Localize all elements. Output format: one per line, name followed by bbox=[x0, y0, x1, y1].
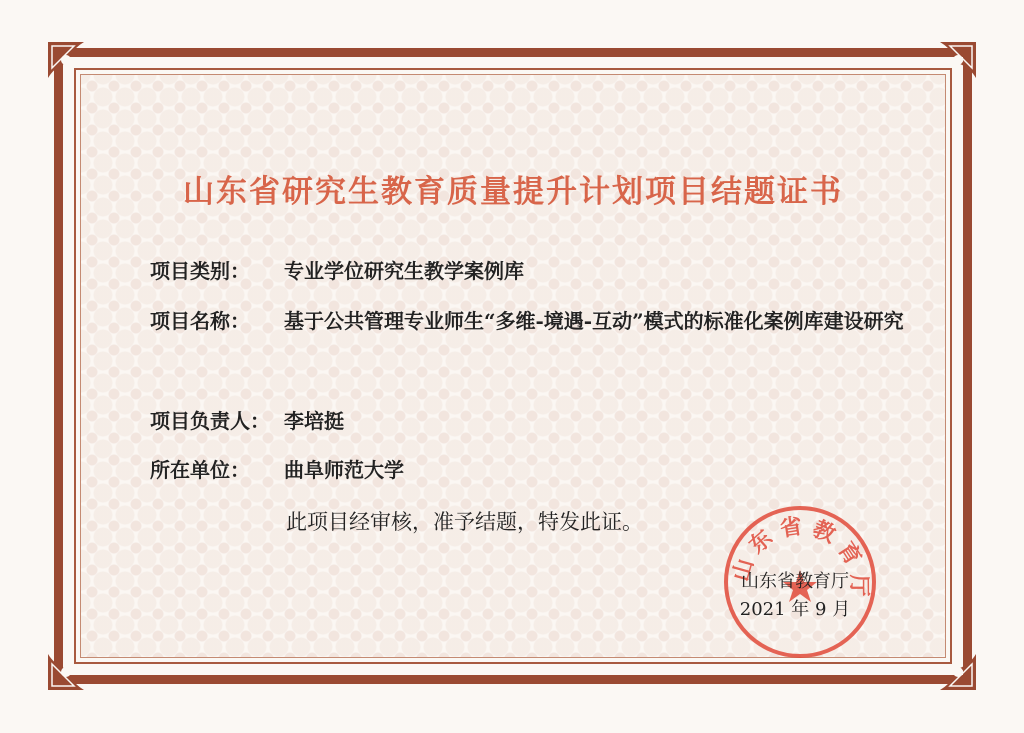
field-row-unit bbox=[150, 455, 404, 485]
approval-statement: 此项目经审核，准予结题，特发此证。 bbox=[286, 510, 643, 534]
svg-text:山 东 省 教 育 厅: 山 东 省 教 育 厅 bbox=[727, 513, 873, 597]
unit-value: 曲阜师范大学 bbox=[284, 458, 404, 482]
field-row-name bbox=[150, 306, 930, 336]
name-label: 项目名称： bbox=[150, 309, 250, 333]
leader-value: 李培挺 bbox=[284, 409, 344, 433]
issue-date: 2021 年 9 月 bbox=[739, 599, 851, 620]
corner-ornament-icon bbox=[916, 630, 980, 694]
issuer-block bbox=[720, 568, 870, 624]
corner-ornament-icon bbox=[916, 38, 980, 102]
field-row-category bbox=[150, 256, 524, 286]
issuer-name: 山东省教育厅 bbox=[741, 571, 849, 592]
corner-ornament-icon bbox=[44, 38, 108, 102]
corner-ornament-icon bbox=[44, 630, 108, 694]
category-value: 专业学位研究生教学案例库 bbox=[284, 259, 524, 283]
leader-label: 项目负责人： bbox=[150, 409, 270, 433]
name-value: 基于公共管理专业师生“多维-境遇-互动”模式的标准化案例库建设研究 bbox=[284, 309, 904, 333]
category-label: 项目类别： bbox=[150, 259, 250, 283]
unit-label: 所在单位： bbox=[150, 458, 250, 482]
certificate-title: 山东省研究生教育质量提升计划项目结题证书 bbox=[183, 174, 843, 210]
field-row-leader bbox=[150, 406, 344, 436]
